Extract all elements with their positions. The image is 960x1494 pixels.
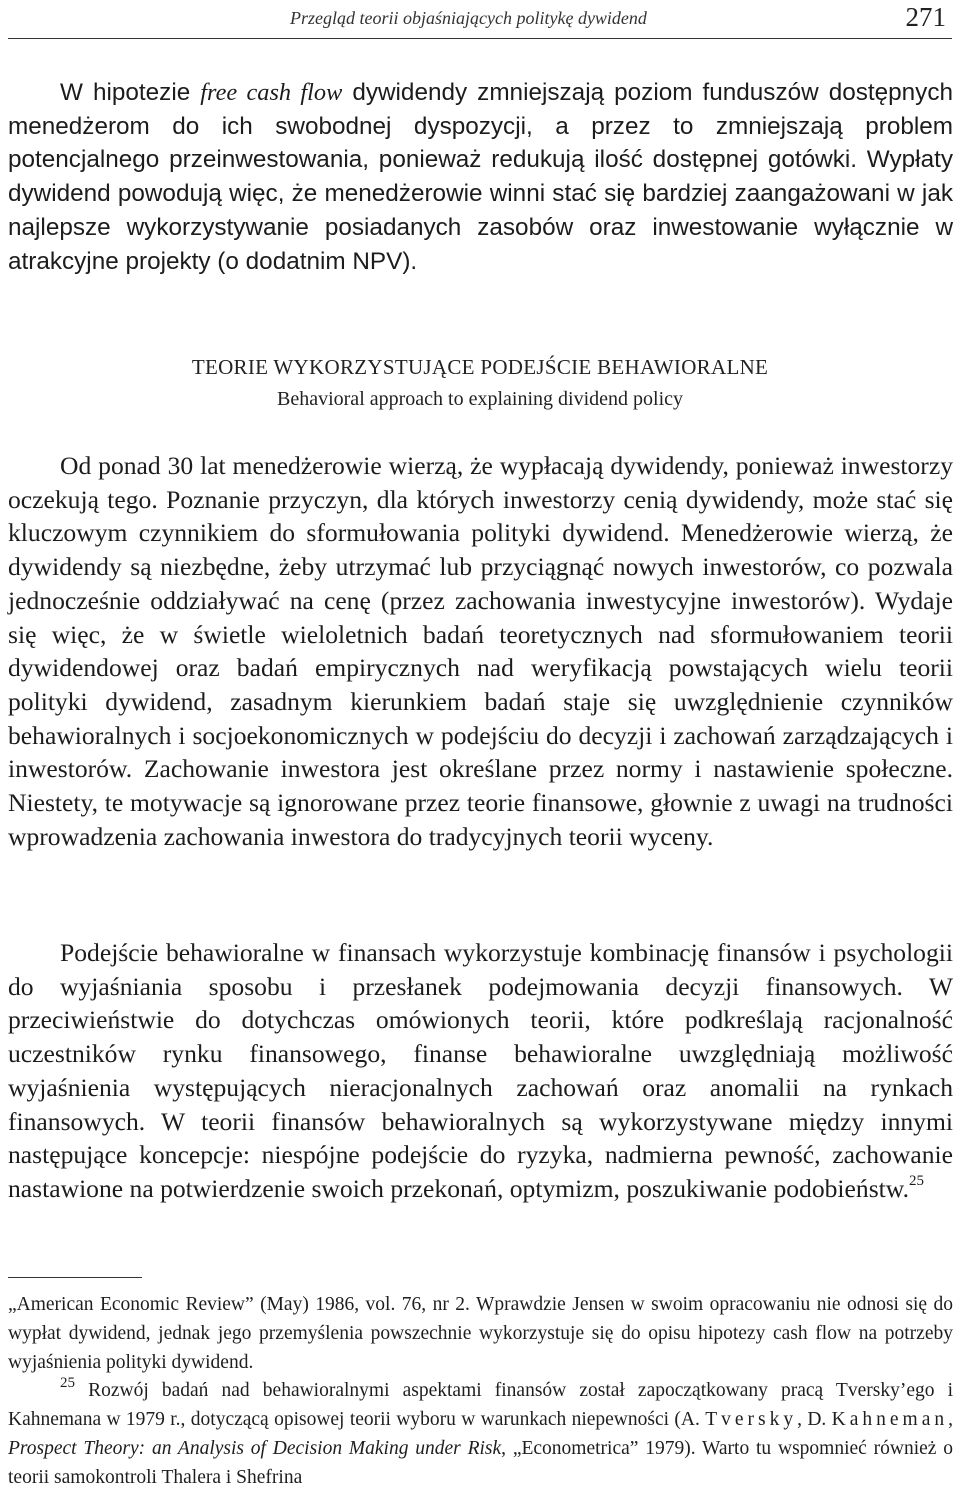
footnote-text: Rozwój badań nad behawioralnymi aspektami finansów został zapoczątkowany pracą Tversky’ego i Kahnemana w 1979 r., dotyczącą opisowej teorii wyboru w warunkach niepewności (A. [8,1380,953,1431]
section-subtitle: Behavioral approach to explaining dividend policy [277,388,683,410]
author-name: Kahneman [831,1409,949,1431]
author-name: Tversky [705,1409,798,1431]
footnote-text: , D. [797,1409,832,1431]
footnote-continued: „American Economic Review” (May) 1986, vol. 76, nr 2. Wprawdzie Jensen w swoim opracowaniu nie odnosi się do wypłat dywidend, jednak jego przemyślenia powszechnie wykorzystuje się do opisu hipotezy cash flow na potrzeby wyjaśnienia polityki dywidend. [8,1294,953,1373]
cited-title: Prospect Theory: an Analysis of Decision Making under Risk [8,1437,502,1459]
page-header [8,2,952,36]
footnotes [8,1291,953,1493]
paragraph-text [8,936,953,1206]
footnote-reference[interactable]: 25 [909,1173,924,1190]
paragraph-text-post: dywidendy zmniejszają poziom funduszów dostępnych menedżerom do ich swobodnej dyspozycji, a przez to zmniejszają problem potencjalnego przeinwestowania, ponieważ redukują ilość dostępnej gotówki. Wypłaty dywidend powodują więc, że menedżerowie winni stać się bardziej zaangażowani w jak najlepsze wykorzystywanie posiadanych zasobów oraz inwestowanie wyłącznie w atrakcyjne projekty (o dodatnim NPV). [8,79,953,275]
section-heading [8,352,952,414]
footnote-separator [8,1277,142,1278]
paragraph-text [8,76,953,278]
footnote-25 [8,1374,953,1492]
page-number: 271 [905,2,946,32]
header-rule [8,38,952,39]
footnote-number: 25 [60,1374,75,1391]
paragraph-behavioral-finance [8,936,953,1206]
running-title: Przegląd teorii objaśniających politykę dywidend [290,8,647,28]
italic-term: free cash flow [200,79,343,106]
paragraph-text: Od ponad 30 lat menedżerowie wierzą, że wypłacają dywidendy, ponieważ inwestorzy oczekują tego. Poznanie przyczyn, dla których inwestorzy cenią dywidendy, może stać się kluczowym czynnikiem do sformułowania polityki dywidend. Menedżerowie wierzą, że dywidendy są niezbędne, żeby utrzymać lub przyciągnąć nowych inwestorów, co pozwala jednocześnie oddziaływać na cenę (przez zachowania inwestycyjne inwestorów). Wydaje się więc, że w świetle wieloletnich badań teoretycznych nad sformułowaniem teorii dywidendowej oraz badań empirycznych nad weryfikacją powstających wielu teorii polityki dywidend, zasadnym kierunkiem badań staje się uwzględnienie czynników behawioralnych i socjoekonomicznych w podejściu do decyzji i zachowań zarządzających i inwestorów. Zachowanie inwestora jest określane przez normy i nastawienie społeczne. Niestety, te motywacje są ignorowane przez teorie finansowe, głownie z uwagi na trudności wprowadzenia zachowania inwestora do tradycyjnych teorii wyceny. [8,451,953,851]
paragraph-behavioral-intro [8,449,953,853]
paragraph-text-pre: W hipotezie [60,79,201,106]
paragraph-free-cash-flow [8,76,953,278]
paragraph-text-body: Podejście behawioralne w finansach wykorzystuje kombinację finansów i psychologii do wyjaśniania sposobu i przesłanek podejmowania decyzji finansowych. W przeciwieństwie do dotychczas omówionych teorii, które podkreślają racjonalność uczestników rynku finansowego, finanse behawioralne uwzględniają możliwość wyjaśnienia występujących nieracjonalnych zachowań oraz anomalii na rynkach finansowych. W teorii finansów behawioralnych są wykorzystywane między innymi następujące koncepcje: niespójne podejście do ryzyka, nadmierna pewność, zachowanie nastawione na potwierdzenie swoich przekonań, optymizm, poszukiwanie podobieństw. [8,938,953,1203]
footnote-text: , „Econometrica” 1979). Warto tu wspomnieć również o teorii samokontroli Thalera i Shefrina [8,1437,953,1488]
footnote-text: , [948,1409,953,1431]
section-title: TEORIE WYKORZYSTUJĄCE PODEJŚCIE BEHAWIORALNE [191,355,769,379]
